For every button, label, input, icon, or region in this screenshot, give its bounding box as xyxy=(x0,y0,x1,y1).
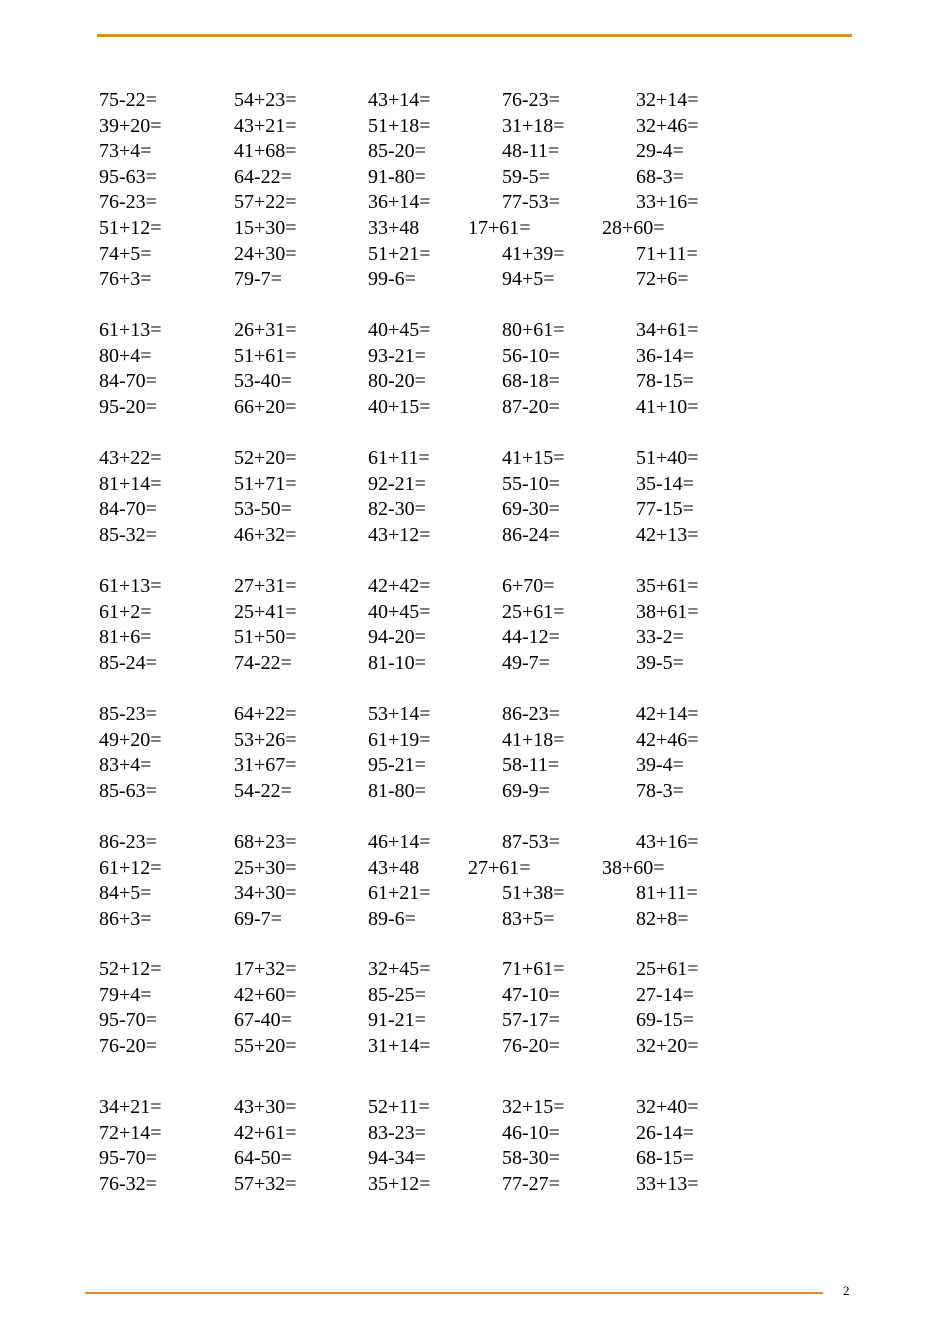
exercise-item: 42+14= xyxy=(636,703,699,725)
exercise-item: 34+30= xyxy=(234,882,297,905)
exercise-item: 41+39= xyxy=(502,242,565,265)
exercise-item: 77-27= xyxy=(502,1172,560,1195)
exercise-item: 69-7= xyxy=(234,907,282,930)
exercise-item: 76-20= xyxy=(502,1034,560,1057)
exercise-item: 59-5= xyxy=(502,165,550,188)
exercise-item: 87-53= xyxy=(502,831,560,853)
exercise-item: 32+14= xyxy=(636,89,699,111)
exercise-item: 91-80= xyxy=(368,165,426,188)
exercise-item: 73+4= xyxy=(99,140,152,163)
exercise-item: 26+31= xyxy=(234,319,297,341)
exercise-item: 36+14= xyxy=(368,191,431,214)
exercise-item: 95-63= xyxy=(99,165,157,188)
exercise-item: 80+4= xyxy=(99,344,152,367)
exercise-item: 43+16= xyxy=(636,831,699,853)
exercise-item: 27+31= xyxy=(234,575,297,597)
exercise-item: 15+30= xyxy=(234,217,297,239)
exercise-item: 51+18= xyxy=(368,114,431,137)
exercise-item: 57-17= xyxy=(502,1009,560,1032)
exercise-item: 51+40= xyxy=(636,447,699,469)
exercise-item: 28+60= xyxy=(602,217,665,239)
exercise-item: 25+30= xyxy=(234,856,297,879)
exercise-item: 86+3= xyxy=(99,907,152,930)
exercise-item: 54+23= xyxy=(234,89,297,111)
exercise-item: 79+4= xyxy=(99,983,152,1006)
exercise-item: 41+15= xyxy=(502,447,565,469)
exercise-item: 92-21= xyxy=(368,472,426,495)
exercise-item: 42+42= xyxy=(368,575,431,597)
exercise-item: 85-32= xyxy=(99,523,157,546)
exercise-item: 76-20= xyxy=(99,1034,157,1057)
exercise-item: 55+20= xyxy=(234,1034,297,1057)
exercise-item: 53+14= xyxy=(368,703,431,725)
exercise-item: 69-9= xyxy=(502,779,550,802)
exercise-item: 61+2= xyxy=(99,600,152,623)
exercise-item: 39-4= xyxy=(636,754,684,777)
exercise-item: 77-53= xyxy=(502,191,560,214)
exercise-item: 53-50= xyxy=(234,498,292,521)
exercise-item: 83+5= xyxy=(502,907,555,930)
exercise-item: 54-22= xyxy=(234,779,292,802)
exercise-item: 41+18= xyxy=(502,728,565,751)
header-rule xyxy=(97,34,852,37)
exercise-item: 68-18= xyxy=(502,370,560,393)
exercise-item: 31+18= xyxy=(502,114,565,137)
exercise-item: 25+61= xyxy=(502,600,565,623)
exercise-item: 25+41= xyxy=(234,600,297,623)
exercise-item: 32+46= xyxy=(636,114,699,137)
exercise-item: 77-15= xyxy=(636,498,694,521)
exercise-item: 64+22= xyxy=(234,703,297,725)
exercise-item: 86-23= xyxy=(99,831,157,853)
exercise-item: 74+5= xyxy=(99,242,152,265)
exercise-item: 35-14= xyxy=(636,472,694,495)
exercise-item: 43+14= xyxy=(368,89,431,111)
exercise-item: 57+22= xyxy=(234,191,297,214)
exercise-item: 66+20= xyxy=(234,395,297,418)
exercise-item: 53-40= xyxy=(234,370,292,393)
exercise-item: 42+46= xyxy=(636,728,699,751)
exercise-item: 83-23= xyxy=(368,1121,426,1144)
exercise-item: 43+21= xyxy=(234,114,297,137)
exercise-item: 40+15= xyxy=(368,395,431,418)
exercise-item: 85-63= xyxy=(99,779,157,802)
exercise-item: 76-23= xyxy=(99,191,157,214)
exercise-item: 93-21= xyxy=(368,344,426,367)
exercise-item: 38+60= xyxy=(602,856,665,879)
exercise-item: 32+40= xyxy=(636,1096,699,1118)
exercise-item: 95-20= xyxy=(99,395,157,418)
exercise-item: 51+71= xyxy=(234,472,297,495)
exercise-item: 43+30= xyxy=(234,1096,297,1118)
exercise-item: 46-10= xyxy=(502,1121,560,1144)
exercise-item: 68-15= xyxy=(636,1147,694,1170)
exercise-item: 31+14= xyxy=(368,1034,431,1057)
exercise-item: 52+11= xyxy=(368,1096,430,1118)
exercise-item: 44-12= xyxy=(502,626,560,649)
exercise-item: 85-25= xyxy=(368,983,426,1006)
exercise-item: 26-14= xyxy=(636,1121,694,1144)
exercise-item: 42+13= xyxy=(636,523,699,546)
exercise-item: 80+61= xyxy=(502,319,565,341)
exercise-item: 56-10= xyxy=(502,344,560,367)
exercise-item: 61+11= xyxy=(368,447,430,469)
exercise-item: 24+30= xyxy=(234,242,297,265)
exercise-item: 78-15= xyxy=(636,370,694,393)
exercise-item: 69-30= xyxy=(502,498,560,521)
exercise-item: 84+5= xyxy=(99,882,152,905)
exercise-item: 99-6= xyxy=(368,268,416,291)
exercise-item: 68+23= xyxy=(234,831,297,853)
exercise-item: 85-24= xyxy=(99,651,157,674)
exercise-item: 69-15= xyxy=(636,1009,694,1032)
exercise-item: 82-30= xyxy=(368,498,426,521)
exercise-item: 49+20= xyxy=(99,728,162,751)
exercise-item: 61+21= xyxy=(368,882,431,905)
exercise-item: 32+15= xyxy=(502,1096,565,1118)
exercise-item: 85-23= xyxy=(99,703,157,725)
footer-rule xyxy=(85,1292,823,1294)
exercise-item: 72+6= xyxy=(636,268,689,291)
exercise-item: 86-24= xyxy=(502,523,560,546)
exercise-item: 75-22= xyxy=(99,89,157,111)
exercise-item: 48-11= xyxy=(502,140,560,163)
exercise-item: 42+61= xyxy=(234,1121,297,1144)
exercise-item: 58-11= xyxy=(502,754,560,777)
exercise-item: 53+26= xyxy=(234,728,297,751)
exercise-item: 35+61= xyxy=(636,575,699,597)
page-number: 2 xyxy=(843,1283,850,1298)
exercise-item: 91-21= xyxy=(368,1009,426,1032)
exercise-item: 79-7= xyxy=(234,268,282,291)
exercise-item: 80-20= xyxy=(368,370,426,393)
exercise-item: 67-40= xyxy=(234,1009,292,1032)
exercise-item: 58-30= xyxy=(502,1147,560,1170)
exercise-item: 81+6= xyxy=(99,626,152,649)
exercise-item: 43+48 xyxy=(368,856,420,879)
exercise-item: 49-7= xyxy=(502,651,550,674)
exercise-item: 85-20= xyxy=(368,140,426,163)
exercise-item: 81-10= xyxy=(368,651,426,674)
exercise-item: 78-3= xyxy=(636,779,684,802)
exercise-item: 87-20= xyxy=(502,395,560,418)
exercise-item: 83+4= xyxy=(99,754,152,777)
exercise-item: 68-3= xyxy=(636,165,684,188)
exercise-item: 40+45= xyxy=(368,319,431,341)
exercise-item: 47-10= xyxy=(502,983,560,1006)
exercise-item: 71+61= xyxy=(502,958,565,980)
exercise-item: 84-70= xyxy=(99,498,157,521)
exercise-item: 36-14= xyxy=(636,344,694,367)
exercise-item: 51+12= xyxy=(99,217,162,239)
exercise-item: 81-80= xyxy=(368,779,426,802)
exercise-item: 52+20= xyxy=(234,447,297,469)
exercise-item: 64-50= xyxy=(234,1147,292,1170)
exercise-item: 51+50= xyxy=(234,626,297,649)
exercise-item: 41+10= xyxy=(636,395,699,418)
exercise-item: 82+8= xyxy=(636,907,689,930)
exercise-item: 43+22= xyxy=(99,447,162,469)
exercise-item: 31+67= xyxy=(234,754,297,777)
exercise-item: 41+68= xyxy=(234,140,297,163)
exercise-item: 52+12= xyxy=(99,958,162,980)
exercise-item: 33-2= xyxy=(636,626,684,649)
exercise-item: 6+70= xyxy=(502,575,555,597)
exercise-item: 71+11= xyxy=(636,242,698,265)
exercise-item: 95-21= xyxy=(368,754,426,777)
exercise-item: 34+61= xyxy=(636,319,699,341)
exercise-item: 51+38= xyxy=(502,882,565,905)
exercise-item: 46+14= xyxy=(368,831,431,853)
exercise-item: 34+21= xyxy=(99,1096,162,1118)
exercise-item: 27-14= xyxy=(636,983,694,1006)
exercise-item: 43+12= xyxy=(368,523,431,546)
exercise-item: 76-32= xyxy=(99,1172,157,1195)
exercise-item: 39+20= xyxy=(99,114,162,137)
exercise-item: 84-70= xyxy=(99,370,157,393)
exercise-item: 81+11= xyxy=(636,882,698,905)
exercise-item: 61+13= xyxy=(99,319,162,341)
exercise-item: 76+3= xyxy=(99,268,152,291)
exercise-item: 89-6= xyxy=(368,907,416,930)
exercise-item: 32+20= xyxy=(636,1034,699,1057)
exercise-item: 33+48 xyxy=(368,217,420,239)
exercise-item: 38+61= xyxy=(636,600,699,623)
exercise-item: 61+13= xyxy=(99,575,162,597)
exercise-item: 33+13= xyxy=(636,1172,699,1195)
exercise-item: 25+61= xyxy=(636,958,699,980)
exercise-item: 33+16= xyxy=(636,191,699,214)
exercise-item: 86-23= xyxy=(502,703,560,725)
exercise-item: 32+45= xyxy=(368,958,431,980)
exercise-item: 17+32= xyxy=(234,958,297,980)
exercise-item: 42+60= xyxy=(234,983,297,1006)
exercise-item: 76-23= xyxy=(502,89,560,111)
exercise-item: 55-10= xyxy=(502,472,560,495)
exercise-item: 17+61= xyxy=(468,217,531,239)
exercise-item: 61+12= xyxy=(99,856,162,879)
exercise-item: 95-70= xyxy=(99,1147,157,1170)
exercise-item: 51+21= xyxy=(368,242,431,265)
exercise-item: 40+45= xyxy=(368,600,431,623)
exercise-item: 94-20= xyxy=(368,626,426,649)
exercise-item: 35+12= xyxy=(368,1172,431,1195)
exercise-item: 51+61= xyxy=(234,344,297,367)
exercise-item: 72+14= xyxy=(99,1121,162,1144)
exercise-item: 94+5= xyxy=(502,268,555,291)
exercise-item: 29-4= xyxy=(636,140,684,163)
exercise-item: 39-5= xyxy=(636,651,684,674)
exercise-item: 46+32= xyxy=(234,523,297,546)
exercise-item: 94-34= xyxy=(368,1147,426,1170)
exercise-item: 95-70= xyxy=(99,1009,157,1032)
exercise-item: 57+32= xyxy=(234,1172,297,1195)
exercise-item: 81+14= xyxy=(99,472,162,495)
exercise-item: 64-22= xyxy=(234,165,292,188)
exercise-item: 27+61= xyxy=(468,856,531,879)
exercise-item: 74-22= xyxy=(234,651,292,674)
exercise-item: 61+19= xyxy=(368,728,431,751)
